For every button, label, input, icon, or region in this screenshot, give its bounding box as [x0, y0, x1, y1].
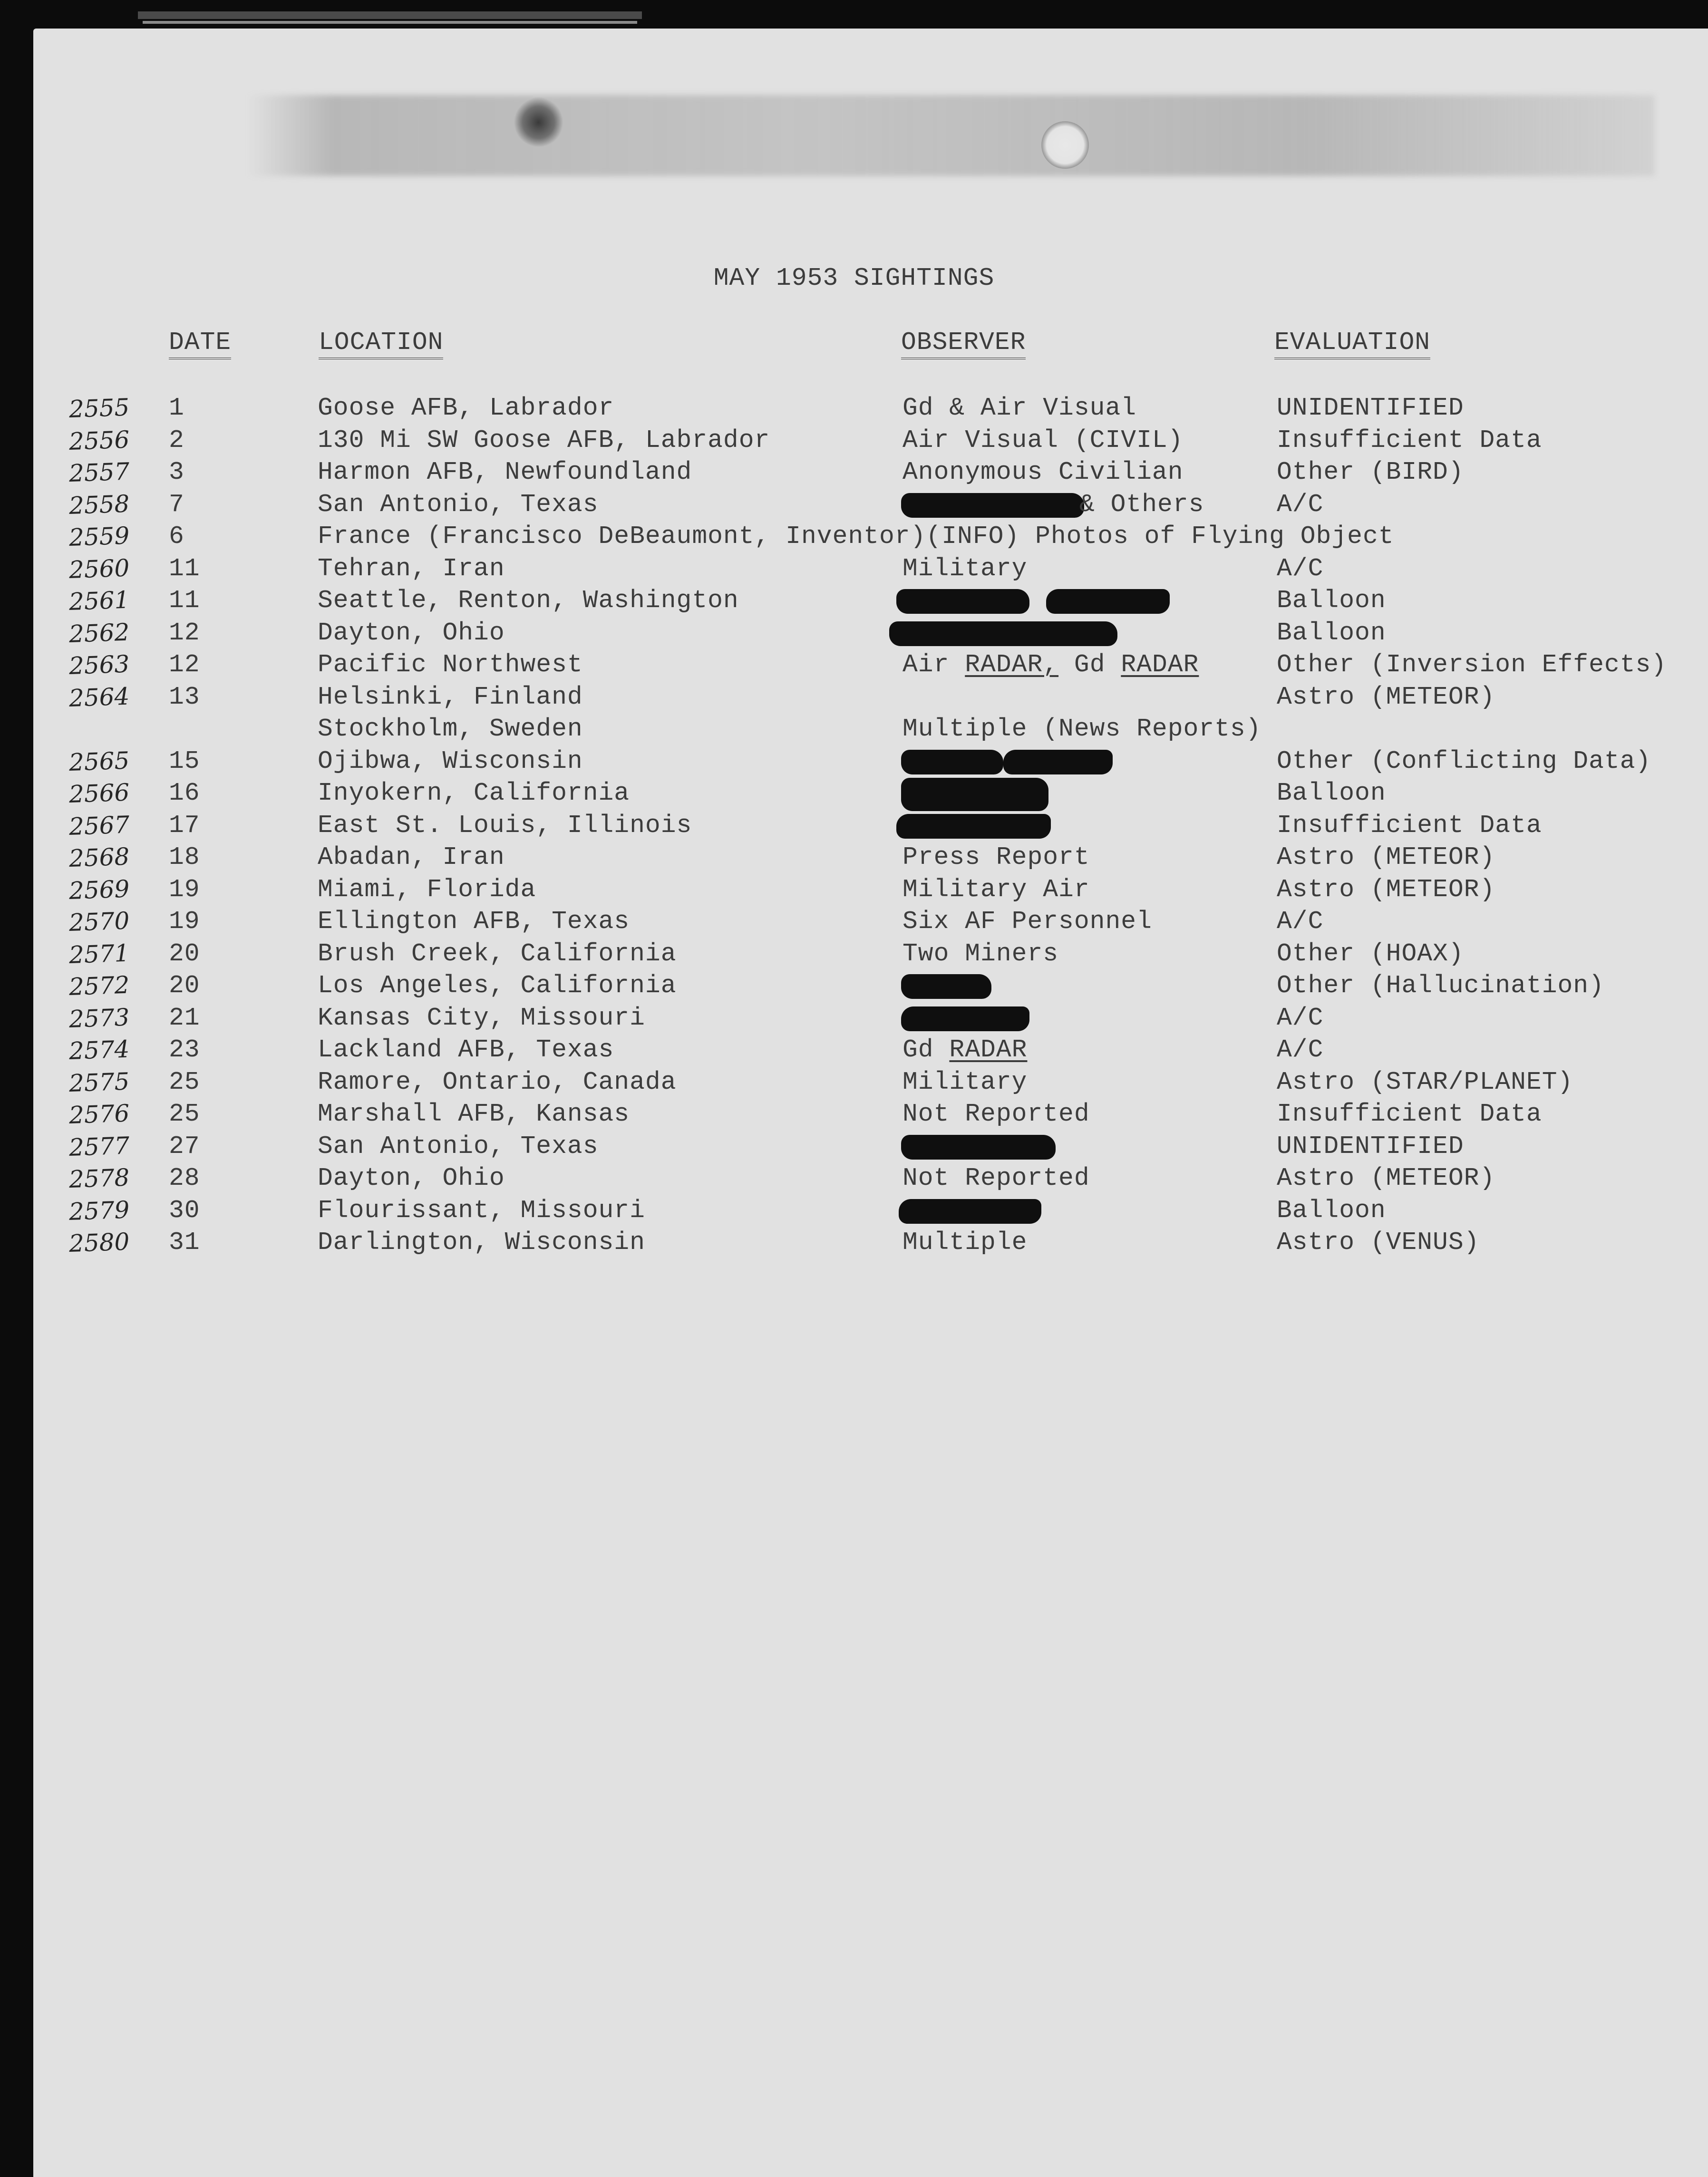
evaluation-cell: Insufficient Data [1277, 811, 1542, 840]
observer-cell: Gd RADAR [903, 1035, 1028, 1064]
location-cell: East St. Louis, Illinois [318, 811, 692, 840]
table-row [0, 875, 1708, 908]
evaluation-cell: Other (BIRD) [1277, 458, 1464, 486]
case-number: 2561 [68, 586, 130, 616]
evaluation-cell: A/C [1277, 1035, 1324, 1064]
redaction-mark [901, 974, 991, 999]
redaction-mark [901, 778, 1048, 811]
case-number: 2577 [68, 1132, 130, 1161]
table-row [0, 1035, 1708, 1068]
date-cell: 2 [169, 426, 184, 455]
column-header-date: DATE [169, 328, 231, 359]
date-cell: 21 [169, 1004, 200, 1032]
redaction-mark [901, 1135, 1056, 1160]
table-row [0, 811, 1708, 843]
observer-cell: Military [903, 1068, 1028, 1096]
location-cell: Abadan, Iran [318, 843, 505, 871]
evaluation-cell: A/C [1277, 907, 1324, 936]
date-cell: 17 [169, 811, 200, 840]
observer-cell: Two Miners [903, 939, 1059, 968]
evaluation-cell: Astro (VENUS) [1277, 1228, 1480, 1257]
observer-cell: Not Reported [903, 1164, 1090, 1192]
location-cell: Helsinki, Finland [318, 683, 583, 711]
table-row [0, 619, 1708, 651]
case-number: 2563 [68, 650, 130, 680]
film-edge-strip-2 [143, 21, 637, 24]
date-cell: 12 [169, 619, 200, 647]
evaluation-cell: Astro (STAR/PLANET) [1277, 1068, 1573, 1096]
table-row [0, 843, 1708, 875]
location-cell: Seattle, Renton, Washington [318, 586, 739, 615]
case-number: 2578 [68, 1163, 130, 1193]
date-cell: 19 [169, 875, 200, 904]
location-cell: Dayton, Ohio [318, 619, 505, 647]
date-cell: 16 [169, 779, 200, 807]
redaction-mark [899, 1199, 1041, 1224]
case-number: 2576 [68, 1099, 130, 1129]
table-row [0, 747, 1708, 779]
table-row [0, 650, 1708, 683]
case-number: 2566 [68, 778, 130, 808]
evaluation-cell: A/C [1277, 490, 1324, 519]
table-row [0, 779, 1708, 811]
date-cell: 13 [169, 683, 200, 711]
date-cell: 31 [169, 1228, 200, 1257]
case-number: 2565 [68, 746, 130, 776]
redaction-mark [896, 814, 1051, 839]
evaluation-cell: Astro (METEOR) [1277, 1164, 1495, 1192]
date-cell: 30 [169, 1196, 200, 1225]
date-cell: 19 [169, 907, 200, 936]
table-row [0, 1068, 1708, 1100]
case-number: 2573 [68, 1003, 130, 1033]
evaluation-cell: A/C [1277, 554, 1324, 583]
observer-cell: & Others [1079, 490, 1204, 519]
evaluation-cell: Insufficient Data [1277, 1100, 1542, 1128]
evaluation-cell: Other (Conflicting Data) [1277, 747, 1651, 775]
case-number: 2572 [68, 971, 130, 1001]
case-number: 2556 [68, 426, 130, 455]
location-cell: San Antonio, Texas [318, 1132, 599, 1161]
case-number: 2567 [68, 811, 130, 841]
location-cell: Ellington AFB, Texas [318, 907, 630, 936]
date-cell: 25 [169, 1100, 200, 1128]
location-cell: Darlington, Wisconsin [318, 1228, 645, 1257]
table-row [0, 971, 1708, 1004]
case-number: 2580 [68, 1228, 130, 1258]
redaction-mark [901, 750, 1003, 774]
location-cell: 130 Mi SW Goose AFB, Labrador [318, 426, 770, 455]
location-cell: Marshall AFB, Kansas [318, 1100, 630, 1128]
location-cell: Stockholm, Sweden [318, 715, 583, 743]
location-cell: Dayton, Ohio [318, 1164, 505, 1192]
punch-hole-left [514, 97, 563, 147]
date-cell: 11 [169, 554, 200, 583]
column-header-evaluation: EVALUATION [1274, 328, 1430, 359]
date-cell: 15 [169, 747, 200, 775]
redaction-mark [889, 621, 1117, 646]
table-row [0, 1132, 1708, 1164]
case-number: 2569 [68, 875, 130, 905]
observer-cell: Air RADAR, Gd RADAR [903, 650, 1199, 679]
evaluation-cell: Astro (METEOR) [1277, 843, 1495, 871]
case-number: 2560 [68, 554, 130, 584]
evaluation-cell: UNIDENTIFIED [1277, 1132, 1464, 1161]
punch-hole-right [1041, 121, 1089, 169]
table-row [0, 683, 1708, 715]
location-cell: France (Francisco DeBeaumont, Inventor)(INFO) Photos of Flying Object [318, 522, 1394, 551]
case-number: 2555 [68, 393, 130, 423]
table-row [0, 939, 1708, 972]
table-row [0, 586, 1708, 619]
observer-cell: Press Report [903, 843, 1090, 871]
table-row [0, 907, 1708, 939]
evaluation-cell: Other (HOAX) [1277, 939, 1464, 968]
observer-cell: Air Visual (CIVIL) [903, 426, 1184, 455]
case-number: 2568 [68, 842, 130, 872]
column-header-observer: OBSERVER [901, 328, 1026, 359]
observer-cell: Multiple [903, 1228, 1028, 1257]
location-cell: Ojibwa, Wisconsin [318, 747, 583, 775]
location-cell: Goose AFB, Labrador [318, 394, 614, 422]
date-cell: 23 [169, 1035, 200, 1064]
observer-cell: Military [903, 554, 1028, 583]
location-cell: Pacific Northwest [318, 650, 583, 679]
table-row [0, 1100, 1708, 1132]
date-cell: 3 [169, 458, 184, 486]
redaction-mark [1046, 589, 1170, 614]
page-title: MAY 1953 SIGHTINGS [713, 264, 995, 292]
location-cell: Lackland AFB, Texas [318, 1035, 614, 1064]
case-number: 2571 [68, 939, 130, 969]
table-row [0, 458, 1708, 490]
date-cell: 20 [169, 971, 200, 1000]
observer-cell: Multiple (News Reports) [903, 715, 1262, 743]
date-cell: 25 [169, 1068, 200, 1096]
table-row [0, 522, 1708, 554]
date-cell: 20 [169, 939, 200, 968]
observer-cell: Six AF Personnel [903, 907, 1152, 936]
case-number: 2557 [68, 457, 130, 487]
case-number: 2570 [68, 907, 130, 937]
table-row [0, 1196, 1708, 1229]
location-cell: Inyokern, California [318, 779, 630, 807]
case-number: 2579 [68, 1196, 130, 1226]
location-cell: Flourissant, Missouri [318, 1196, 645, 1225]
location-cell: Kansas City, Missouri [318, 1004, 645, 1032]
table-row [0, 394, 1708, 426]
case-number: 2574 [68, 1035, 130, 1065]
observer-cell: Not Reported [903, 1100, 1090, 1128]
evaluation-cell: Other (Hallucination) [1277, 971, 1604, 1000]
redaction-mark [896, 589, 1029, 614]
observer-cell: Anonymous Civilian [903, 458, 1184, 486]
case-number: 2564 [68, 682, 130, 712]
evaluation-cell: Balloon [1277, 779, 1386, 807]
case-number: 2559 [68, 522, 130, 552]
location-cell: Brush Creek, California [318, 939, 677, 968]
film-edge-strip [138, 11, 642, 19]
evaluation-cell: Insufficient Data [1277, 426, 1542, 455]
location-cell: Tehran, Iran [318, 554, 505, 583]
date-cell: 7 [169, 490, 184, 519]
date-cell: 11 [169, 586, 200, 615]
redaction-mark [901, 1006, 1029, 1031]
redaction-mark [1003, 750, 1113, 774]
evaluation-cell: Astro (METEOR) [1277, 683, 1495, 711]
column-header-location: LOCATION [319, 328, 443, 359]
evaluation-cell: Astro (METEOR) [1277, 875, 1495, 904]
table-row [0, 490, 1708, 522]
evaluation-cell: UNIDENTIFIED [1277, 394, 1464, 422]
scan-smudge [247, 95, 1655, 176]
observer-cell: Military Air [903, 875, 1090, 904]
table-row [0, 554, 1708, 587]
table-row [0, 1228, 1708, 1260]
table-row [0, 426, 1708, 458]
redaction-mark [901, 493, 1084, 518]
observer-cell: Gd & Air Visual [903, 394, 1137, 422]
evaluation-cell: A/C [1277, 1004, 1324, 1032]
location-cell: Ramore, Ontario, Canada [318, 1068, 677, 1096]
location-cell: Miami, Florida [318, 875, 536, 904]
case-number: 2558 [68, 490, 130, 520]
location-cell: San Antonio, Texas [318, 490, 599, 519]
table-row [0, 1164, 1708, 1196]
evaluation-cell: Other (Inversion Effects) [1277, 650, 1667, 679]
location-cell: Los Angeles, California [318, 971, 677, 1000]
date-cell: 6 [169, 522, 184, 551]
table-row [0, 1004, 1708, 1036]
date-cell: 12 [169, 650, 200, 679]
table-row [0, 715, 1708, 747]
evaluation-cell: Balloon [1277, 586, 1386, 615]
date-cell: 28 [169, 1164, 200, 1192]
date-cell: 18 [169, 843, 200, 871]
location-cell: Harmon AFB, Newfoundland [318, 458, 692, 486]
case-number: 2562 [68, 618, 130, 648]
evaluation-cell: Balloon [1277, 619, 1386, 647]
evaluation-cell: Balloon [1277, 1196, 1386, 1225]
date-cell: 27 [169, 1132, 200, 1161]
date-cell: 1 [169, 394, 184, 422]
case-number: 2575 [68, 1067, 130, 1097]
